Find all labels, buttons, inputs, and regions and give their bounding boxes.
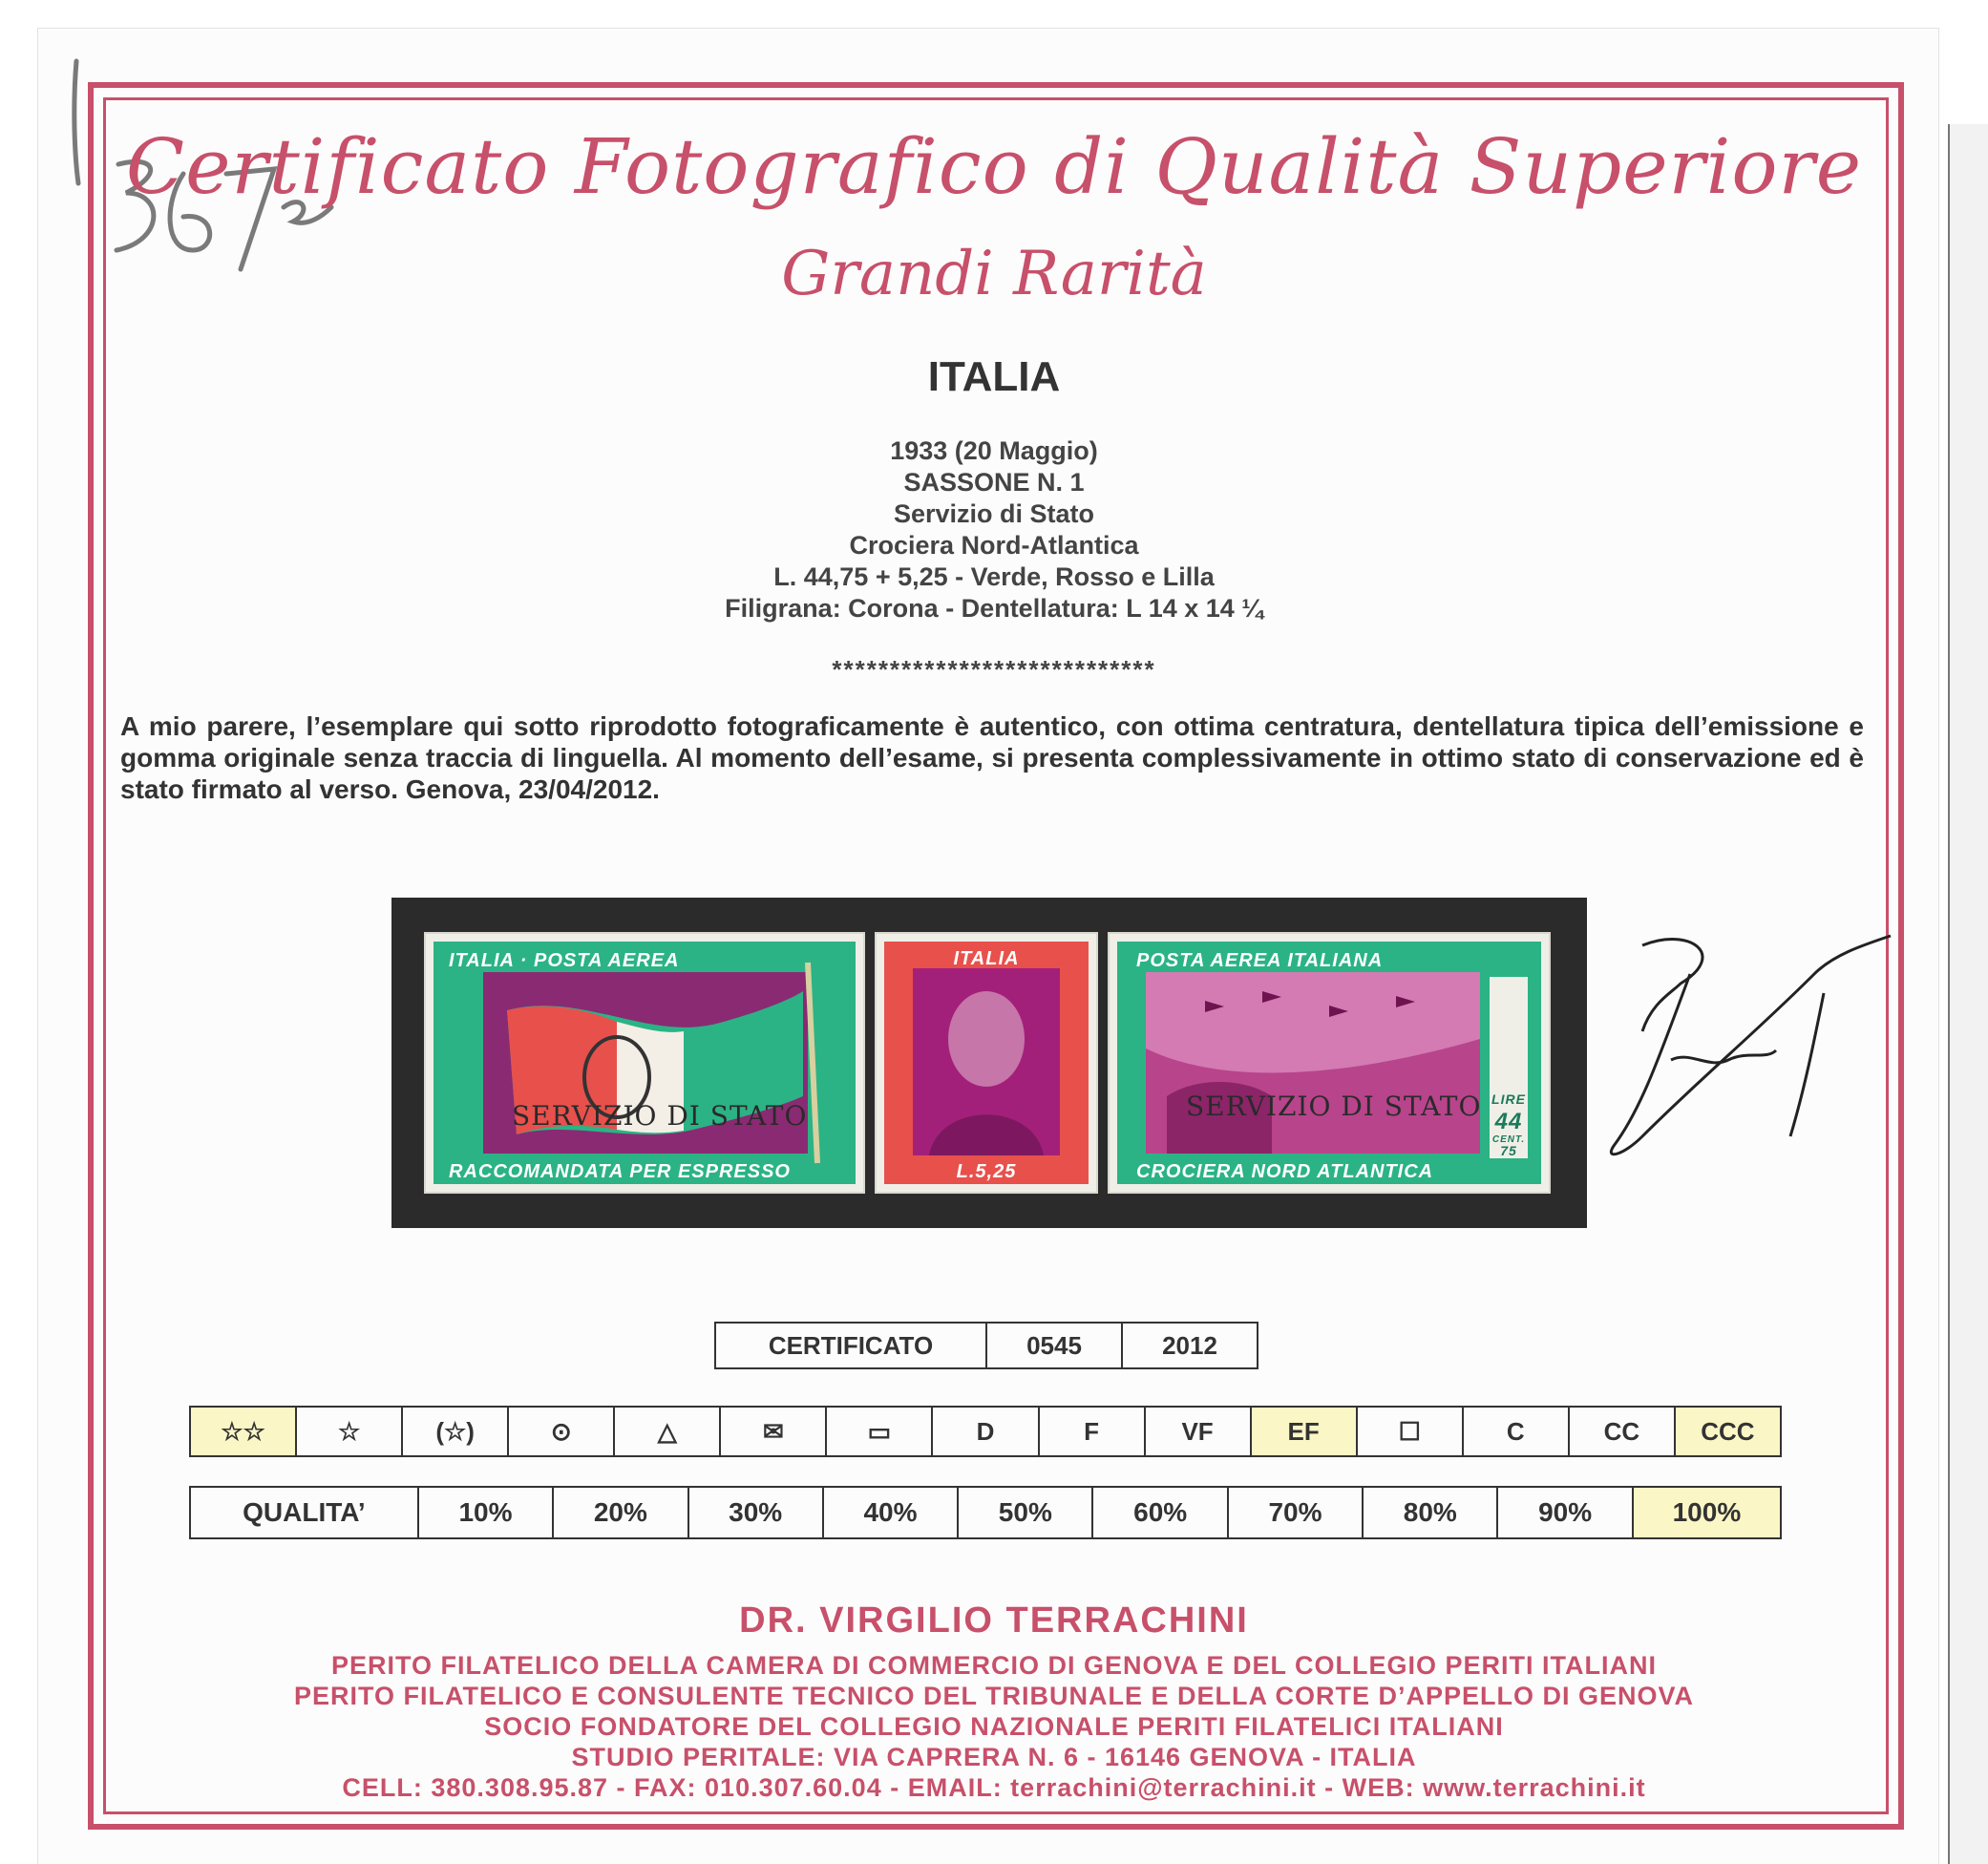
grade-block: ☐ [1358, 1408, 1464, 1455]
watermark-perforation: Filigrana: Corona - Dentellatura: L 14 x 14 ¼ [725, 594, 1263, 623]
quality-90: 90% [1498, 1488, 1633, 1537]
issue-date: 1933 (20 Maggio) [890, 436, 1098, 465]
expert-signature [1585, 917, 1910, 1184]
stamp-right-cent-label: CENT. [1491, 1134, 1526, 1145]
expert-line-tribunal: PERITO FILATELICO E CONSULENTE TECNICO DEL TRIBUNALE E DELLA CORTE D’APPELLO DI GENOVA [293, 1682, 1695, 1710]
grade-cc: CC [1570, 1408, 1676, 1455]
stamp-right-cent-value: 75 [1500, 1143, 1517, 1158]
expert-line-contacts: CELL: 380.308.95.87 - FAX: 010.307.60.04 - EMAIL: terrachini@terrachini.it - WEB: www.terrachini.it [342, 1773, 1646, 1802]
service-type: Servizio di Stato [893, 499, 1095, 528]
stamp-left-bottom-text: RACCOMANDATA PER ESPRESSO [449, 1161, 791, 1182]
grade-mint-never-hinged: ☆☆ [191, 1408, 297, 1455]
grade-c: C [1464, 1408, 1570, 1455]
stamp-center-top-text: ITALIA [953, 948, 1020, 969]
stamp-right-bottom-text: CROCIERA NORD ATLANTICA [1136, 1161, 1434, 1182]
certificate-label: CERTIFICATO [716, 1324, 987, 1367]
catalog-number: SASSONE N. 1 [903, 468, 1085, 497]
certificate-number-table [714, 1322, 1258, 1369]
expert-opinion: A mio parere, l’esemplare qui sotto riprodotto fotograficamente è autentico, con ottima centratura, dentellatura tipica dell’emissione e gomma originale senza traccia di linguella. Al momento dell’esame, si presenta complessivamente in ottimo stato di conservazione ed è stato firmato al verso. Genova, 23/04/2012. [120, 711, 1864, 804]
stamp-description [0, 435, 1988, 625]
stamp-left-top-text: ITALIA · POSTA AEREA [449, 950, 680, 971]
overprint-left: SERVIZIO DI STATO [512, 1100, 808, 1132]
grade-d: D [933, 1408, 1039, 1455]
stamp-center-king [877, 934, 1096, 1192]
quality-80: 80% [1364, 1488, 1498, 1537]
quality-20: 20% [554, 1488, 688, 1537]
grade-card: ▭ [827, 1408, 933, 1455]
value-colors: L. 44,75 + 5,25 - Verde, Rosso e Lilla [773, 562, 1215, 591]
grade-table [189, 1406, 1782, 1457]
expert-credentials [0, 1650, 1988, 1803]
grade-used: ⊙ [509, 1408, 615, 1455]
stamp-right-colosseum [1110, 934, 1549, 1192]
grade-ef: EF [1252, 1408, 1358, 1455]
stamp-left-flag [426, 934, 863, 1192]
separator-stars: **************************** [832, 655, 1156, 684]
overprint-right: SERVIZIO DI STATO [1186, 1091, 1482, 1122]
grade-vf: VF [1146, 1408, 1252, 1455]
quality-60: 60% [1093, 1488, 1228, 1537]
quality-100-selected: 100% [1634, 1488, 1780, 1537]
grade-no-gum: (☆) [403, 1408, 509, 1455]
certificate-subtitle: Grandi Rarità [781, 239, 1207, 309]
quality-70: 70% [1229, 1488, 1364, 1537]
quality-10: 10% [419, 1488, 554, 1537]
expert-name: DR. VIRGILIO TERRACHINI [739, 1600, 1249, 1641]
stamp-center-value-text: L.5,25 [956, 1161, 1017, 1182]
country-heading: ITALIA [927, 353, 1061, 400]
grade-cover: ✉ [721, 1408, 827, 1455]
grade-mint: ☆ [297, 1408, 403, 1455]
quality-40: 40% [824, 1488, 959, 1537]
certificate-year: 2012 [1162, 1330, 1217, 1360]
certificate-title: Certificato Fotografico di Qualità Superiore [125, 122, 1863, 211]
expert-line-chamber: PERITO FILATELICO DELLA CAMERA DI COMMERCIO DI GENOVA E DEL COLLEGIO PERITI ITALIANI [330, 1651, 1657, 1680]
stamp-right-lire-value: 44 [1494, 1109, 1523, 1134]
quality-30: 30% [689, 1488, 824, 1537]
stamp-right-top-text: POSTA AEREA ITALIANA [1136, 950, 1384, 971]
quality-table [189, 1486, 1782, 1539]
quality-50: 50% [959, 1488, 1093, 1537]
grade-fragment: △ [615, 1408, 721, 1455]
grade-f: F [1040, 1408, 1146, 1455]
issue-name: Crociera Nord-Atlantica [849, 531, 1139, 560]
grade-ccc: CCC [1676, 1408, 1780, 1455]
stamp-right-lire-label: LIRE [1491, 1091, 1526, 1107]
quality-label: QUALITA’ [191, 1488, 419, 1537]
expert-line-founder: SOCIO FONDATORE DEL COLLEGIO NAZIONALE PERITI FILATELICI ITALIANI [484, 1712, 1504, 1741]
expert-line-address: STUDIO PERITALE: VIA CAPRERA N. 6 - 16146 GENOVA - ITALIA [571, 1743, 1417, 1771]
certificate-number: 0545 [987, 1324, 1123, 1367]
